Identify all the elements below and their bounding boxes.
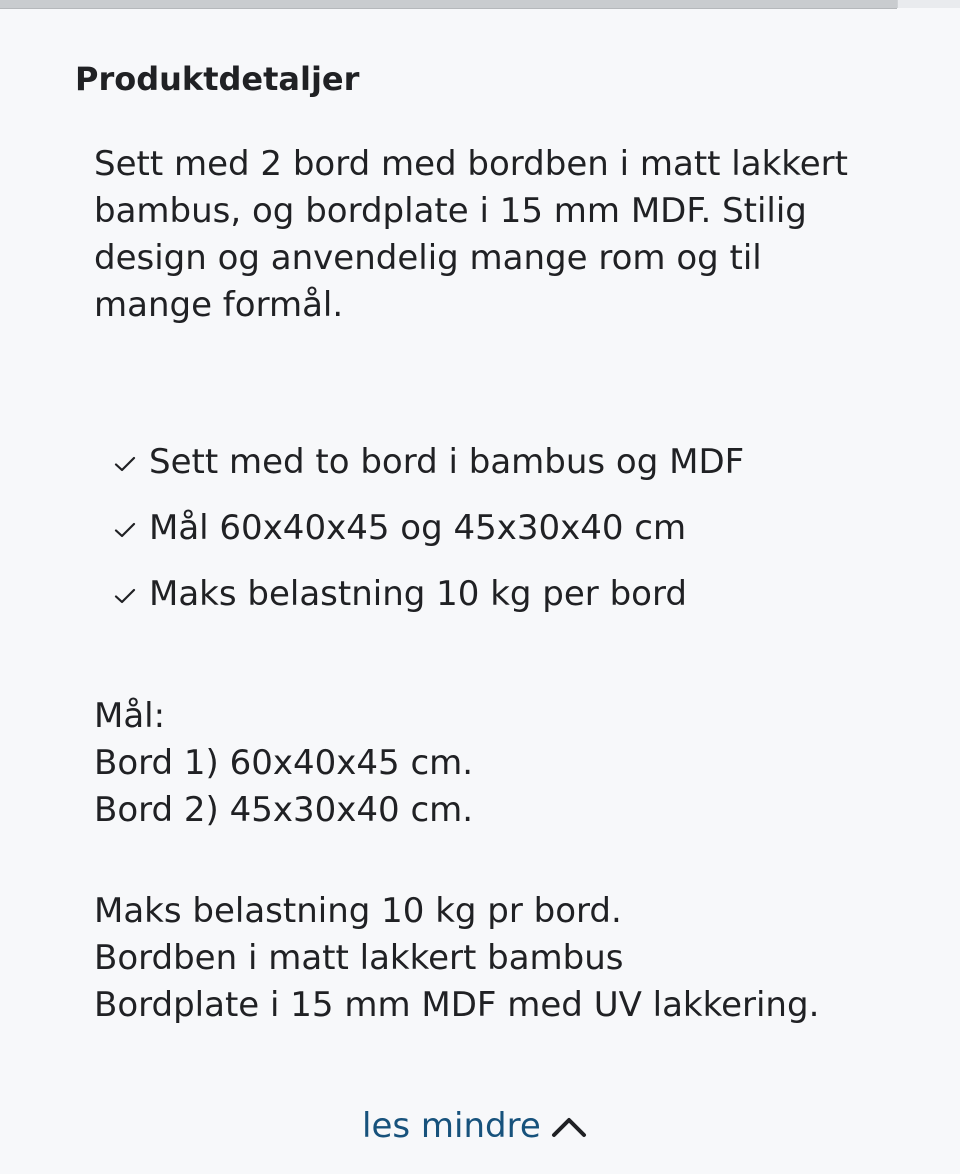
legs-note: Bordben i matt lakkert bambus [94, 938, 624, 978]
dimension-bord-1: Bord 1) 60x40x45 cm. [94, 743, 474, 783]
top-divider [0, 0, 897, 9]
check-icon [113, 452, 137, 476]
feature-text: Maks belastning 10 kg per bord [149, 574, 687, 614]
feature-list [113, 429, 873, 627]
load-note: Maks belastning 10 kg pr bord. [94, 891, 622, 931]
product-description [94, 141, 884, 329]
feature-item [113, 429, 873, 495]
check-icon [113, 584, 137, 608]
description-text: Sett med 2 bord med bordben i matt lakkert bambus, og bordplate i 15 mm MDF. Stilig design og anvendelig mange rom og til mange formål. [94, 144, 848, 325]
read-less-link[interactable] [362, 1101, 587, 1151]
feature-text: Sett med to bord i bambus og MDF [149, 442, 745, 482]
read-less-label: les mindre [362, 1106, 541, 1146]
tabletop-note: Bordplate i 15 mm MDF med UV lakkering. [94, 985, 820, 1025]
dimensions-heading: Mål: [94, 696, 166, 736]
product-details-panel [0, 9, 960, 1174]
feature-item [113, 561, 873, 627]
check-icon [113, 518, 137, 542]
chevron-up-icon [551, 1113, 587, 1141]
section-title: Produktdetaljer [75, 60, 360, 98]
feature-item [113, 495, 873, 561]
top-divider-end [897, 0, 960, 8]
product-notes [94, 888, 819, 1029]
dimensions-block [94, 693, 473, 834]
dimension-bord-2: Bord 2) 45x30x40 cm. [94, 790, 474, 830]
feature-text: Mål 60x40x45 og 45x30x40 cm [149, 508, 687, 548]
